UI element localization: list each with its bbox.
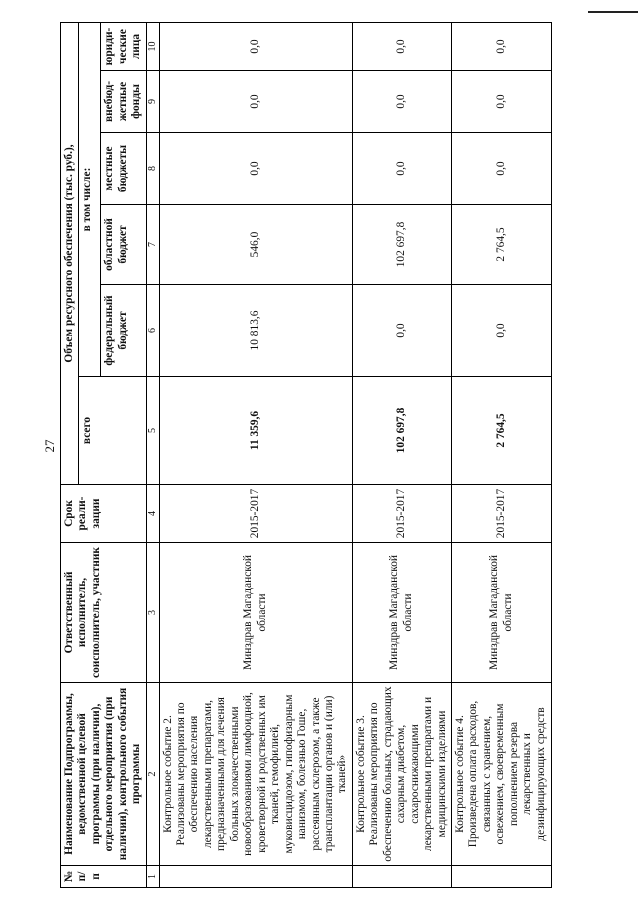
header-regional: областной бюджет <box>101 205 146 285</box>
header-legal: юриди-ческие лица <box>101 23 146 71</box>
row-period: 2015-2017 <box>159 485 352 543</box>
row-num <box>352 866 451 888</box>
row-local: 0,0 <box>159 133 352 205</box>
table-row <box>159 23 352 888</box>
header-federal: федеральный бюджет <box>101 285 146 377</box>
column-index: 9 <box>146 71 159 133</box>
table-row <box>452 23 552 888</box>
row-responsible: Минздрав Магаданской области <box>452 543 552 683</box>
row-total: 2 764,5 <box>452 377 552 485</box>
table-row <box>352 23 451 888</box>
row-local: 0,0 <box>352 133 451 205</box>
row-local: 0,0 <box>452 133 552 205</box>
row-offbudget: 0,0 <box>452 71 552 133</box>
row-total: 102 697,8 <box>352 377 451 485</box>
page-number: 27 <box>42 439 57 453</box>
row-responsible: Минздрав Магаданской области <box>352 543 451 683</box>
column-index: 10 <box>146 23 159 71</box>
row-num <box>159 866 352 888</box>
header-local: местные бюджеты <box>101 133 146 205</box>
row-name: Контрольное событие 4. Произведена оплата расходов, связанных с хранением, освежением, своевременным пополнением резерва лекарственных и дезинфицирующих средств <box>452 683 552 866</box>
resource-table <box>60 22 552 888</box>
column-index: 5 <box>146 377 159 485</box>
row-federal: 0,0 <box>352 285 451 377</box>
column-index: 7 <box>146 205 159 285</box>
column-index: 6 <box>146 285 159 377</box>
row-name: Контрольное событие 3. Реализованы мероприятия по обеспечению больных, страдающих сахарным диабетом, сахароснижающими лекарственными препаратами и медицинскими изделиями <box>352 683 451 866</box>
header-period: Срок реали-зации <box>61 485 147 543</box>
header-including: в том числе: <box>79 23 101 377</box>
header-total: всего <box>79 377 146 485</box>
rotated-page <box>60 23 640 888</box>
column-index: 1 <box>146 866 159 888</box>
row-regional: 102 697,8 <box>352 205 451 285</box>
header-num: № п/п <box>61 866 147 888</box>
column-index: 8 <box>146 133 159 205</box>
row-responsible: Минздрав Магаданской области <box>159 543 352 683</box>
row-offbudget: 0,0 <box>159 71 352 133</box>
row-offbudget: 0,0 <box>352 71 451 133</box>
row-federal: 0,0 <box>452 285 552 377</box>
row-period: 2015-2017 <box>452 485 552 543</box>
corner-mark <box>588 11 638 13</box>
row-name: Контрольное событие 2. Реализованы мероприятия по обеспечению населения лекарственными препаратами, предназначенными для лечения больных злокачественными новообразованиями лимфоидной, кроветворной и родственных им тканей, гемофилией, муковисцидозом, гипофизарным нанизмом, болезнью Гоше, рассеянным склерозом, а также трансплантации органов и (или) тканей» <box>159 683 352 866</box>
column-index: 3 <box>146 543 159 683</box>
row-period: 2015-2017 <box>352 485 451 543</box>
row-federal: 10 813,6 <box>159 285 352 377</box>
row-regional: 546,0 <box>159 205 352 285</box>
column-index-row <box>146 23 159 888</box>
column-index: 4 <box>146 485 159 543</box>
row-total: 11 359,6 <box>159 377 352 485</box>
column-index: 2 <box>146 683 159 866</box>
header-offbudget: внебюд-жетные фонды <box>101 71 146 133</box>
header-volume: Объем ресурсного обеспечения (тыс. руб.), <box>61 23 79 485</box>
header-responsible: Ответственный исполнитель, соисполнитель, участник <box>61 543 147 683</box>
row-legal: 0,0 <box>159 23 352 71</box>
row-num <box>452 866 552 888</box>
row-regional: 2 764,5 <box>452 205 552 285</box>
row-legal: 0,0 <box>452 23 552 71</box>
row-legal: 0,0 <box>352 23 451 71</box>
header-name: Наименование Подпрограммы, ведомственной целевой программы (при наличии), отдельного мероприятия (при наличии), контрольного события программы <box>61 683 147 866</box>
